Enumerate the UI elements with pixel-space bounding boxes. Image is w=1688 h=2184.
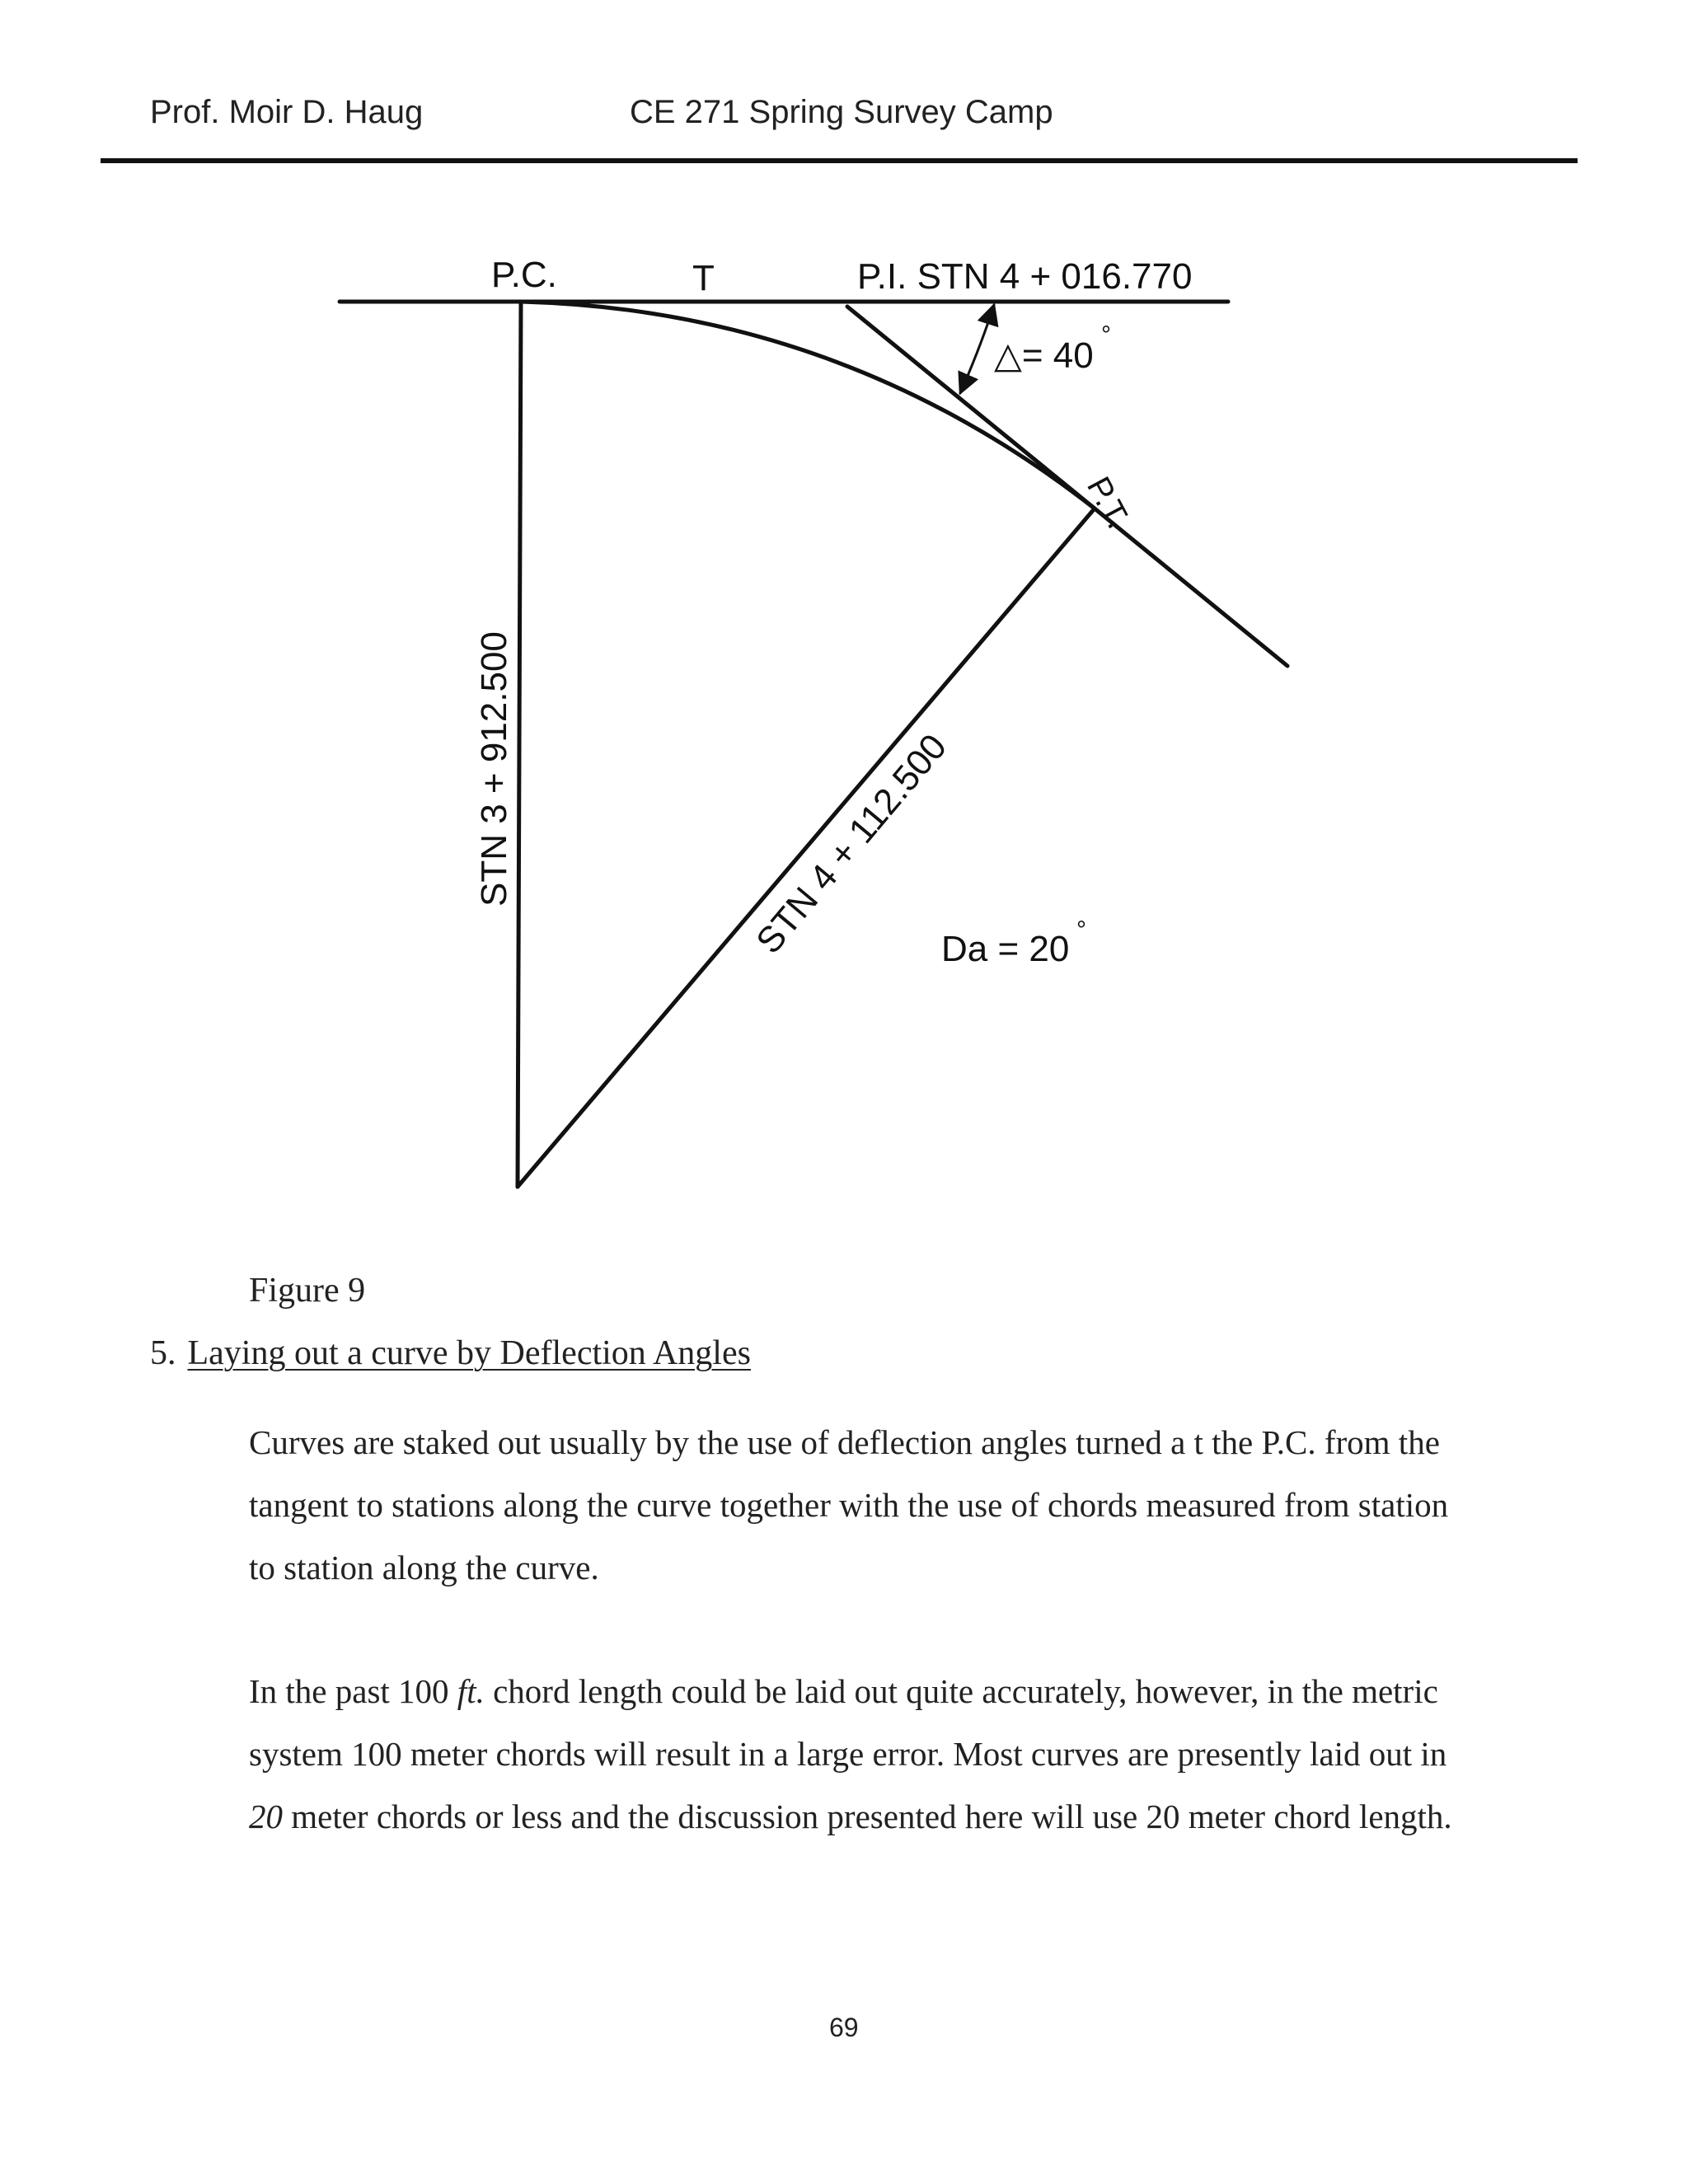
header-course: CE 271 Spring Survey Camp xyxy=(630,94,1053,130)
circular-curve xyxy=(521,302,1095,509)
label-da: Da = 20 xyxy=(941,929,1070,969)
paragraph-2-line-3 xyxy=(249,1785,1535,1848)
figure-caption: Figure 9 xyxy=(249,1272,366,1310)
pc-radius-line xyxy=(518,302,521,1187)
paragraph-2-line-2: system 100 meter chords will result in a large error. Most curves are presently laid out in xyxy=(249,1735,1447,1773)
label-t: T xyxy=(692,258,715,298)
delta-angle-arc xyxy=(960,305,994,393)
label-stn-pt: STN 4 + 112.500 xyxy=(748,726,955,962)
section-number: 5. xyxy=(150,1334,176,1372)
paragraph-1 xyxy=(249,1411,1535,1599)
label-pt: P.T. xyxy=(1080,471,1137,535)
header-author: Prof. Moir D. Haug xyxy=(150,94,424,130)
p2-text-b: chord length could be laid out quite accurately, however, in the metric xyxy=(484,1672,1438,1710)
paragraph-1-line-3: to station along the curve. xyxy=(249,1549,599,1586)
pt-radius-line xyxy=(518,509,1095,1187)
label-pc: P.C. xyxy=(491,255,557,295)
label-delta: △= 40 xyxy=(994,335,1094,376)
paragraph-1-line-2: tangent to stations along the curve together with the use of chords measured from station xyxy=(249,1486,1449,1524)
delta-degree-mark: ° xyxy=(1101,321,1111,349)
section-heading xyxy=(150,1333,751,1373)
p2-text-c: meter chords or less and the discussion presented here will use 20 meter chord length. xyxy=(283,1797,1452,1835)
paragraph-2 xyxy=(249,1660,1535,1848)
da-degree-mark: ° xyxy=(1076,916,1086,944)
p2-number-20: 20 xyxy=(249,1797,283,1835)
label-stn-pc: STN 3 + 912.500 xyxy=(474,631,514,907)
page-number: 69 xyxy=(829,2013,859,2042)
paragraph-2-line-1 xyxy=(249,1660,1535,1722)
p2-unit-ft: ft. xyxy=(457,1672,485,1710)
section-title: Laying out a curve by Deflection Angles xyxy=(187,1334,751,1372)
p2-text-a: In the past 100 xyxy=(249,1672,457,1710)
label-pi: P.I. STN 4 + 016.770 xyxy=(857,256,1193,297)
paragraph-1-line-1: Curves are staked out usually by the use of deflection angles turned a t the P.C. from the xyxy=(249,1423,1440,1461)
